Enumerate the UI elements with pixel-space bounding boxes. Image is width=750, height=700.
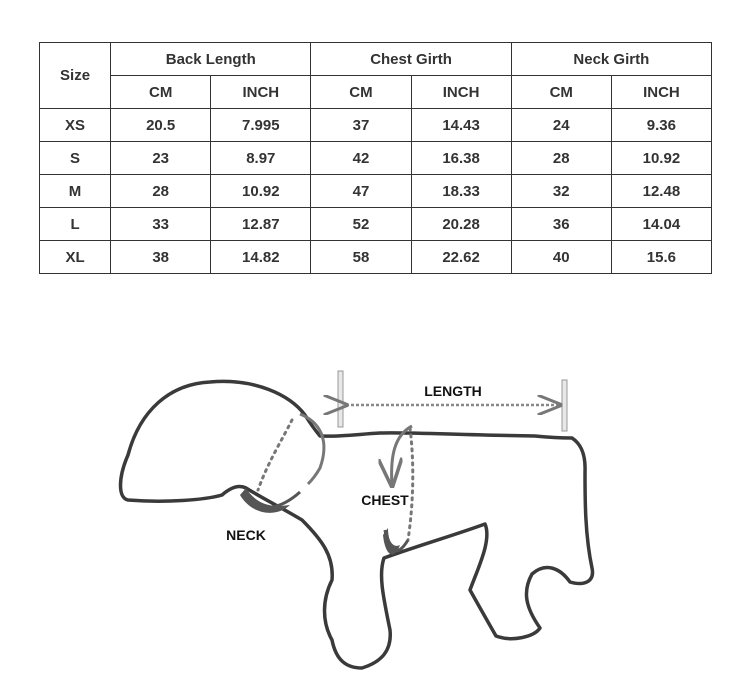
neck-dotted-line <box>258 420 292 490</box>
value-cell: 9.36 <box>611 109 711 142</box>
size-cell: L <box>40 208 111 241</box>
unit-header: CM <box>311 76 411 109</box>
length-label: LENGTH <box>424 383 482 399</box>
size-chart-table <box>39 42 712 274</box>
value-cell: 12.48 <box>611 175 711 208</box>
value-cell: 18.33 <box>411 175 511 208</box>
chest-dotted-line <box>408 428 413 540</box>
value-cell: 22.62 <box>411 241 511 274</box>
value-cell: 20.5 <box>111 109 211 142</box>
table-row <box>40 109 712 142</box>
chest-girth-header: Chest Girth <box>311 43 511 76</box>
value-cell: 7.995 <box>211 109 311 142</box>
unit-header: CM <box>511 76 611 109</box>
table-row <box>40 175 712 208</box>
value-cell: 14.43 <box>411 109 511 142</box>
value-cell: 32 <box>511 175 611 208</box>
unit-header: CM <box>111 76 211 109</box>
size-cell: XS <box>40 109 111 142</box>
group-header-row <box>40 43 712 76</box>
value-cell: 33 <box>111 208 211 241</box>
dog-measurement-diagram <box>0 350 750 700</box>
neck-label: NECK <box>226 527 266 543</box>
value-cell: 15.6 <box>611 241 711 274</box>
unit-header: INCH <box>211 76 311 109</box>
value-cell: 42 <box>311 142 411 175</box>
value-cell: 28 <box>511 142 611 175</box>
size-cell: S <box>40 142 111 175</box>
size-header: Size <box>40 43 111 109</box>
value-cell: 12.87 <box>211 208 311 241</box>
value-cell: 24 <box>511 109 611 142</box>
value-cell: 16.38 <box>411 142 511 175</box>
length-right-bar <box>562 380 567 431</box>
length-left-bar <box>338 371 343 427</box>
chest-arrow-upper <box>392 426 412 485</box>
value-cell: 37 <box>311 109 411 142</box>
value-cell: 36 <box>511 208 611 241</box>
unit-header: INCH <box>611 76 711 109</box>
value-cell: 28 <box>111 175 211 208</box>
value-cell: 38 <box>111 241 211 274</box>
value-cell: 10.92 <box>211 175 311 208</box>
back-length-header: Back Length <box>111 43 311 76</box>
unit-header-row <box>40 76 712 109</box>
dog-outline <box>121 381 593 668</box>
size-cell: XL <box>40 241 111 274</box>
table-row <box>40 241 712 274</box>
value-cell: 40 <box>511 241 611 274</box>
value-cell: 10.92 <box>611 142 711 175</box>
value-cell: 14.82 <box>211 241 311 274</box>
neck-girth-header: Neck Girth <box>511 43 711 76</box>
value-cell: 52 <box>311 208 411 241</box>
value-cell: 58 <box>311 241 411 274</box>
value-cell: 14.04 <box>611 208 711 241</box>
size-cell: M <box>40 175 111 208</box>
value-cell: 20.28 <box>411 208 511 241</box>
unit-header: INCH <box>411 76 511 109</box>
value-cell: 47 <box>311 175 411 208</box>
value-cell: 23 <box>111 142 211 175</box>
value-cell: 8.97 <box>211 142 311 175</box>
chest-label: CHEST <box>361 492 409 508</box>
table-row <box>40 208 712 241</box>
table-row <box>40 142 712 175</box>
